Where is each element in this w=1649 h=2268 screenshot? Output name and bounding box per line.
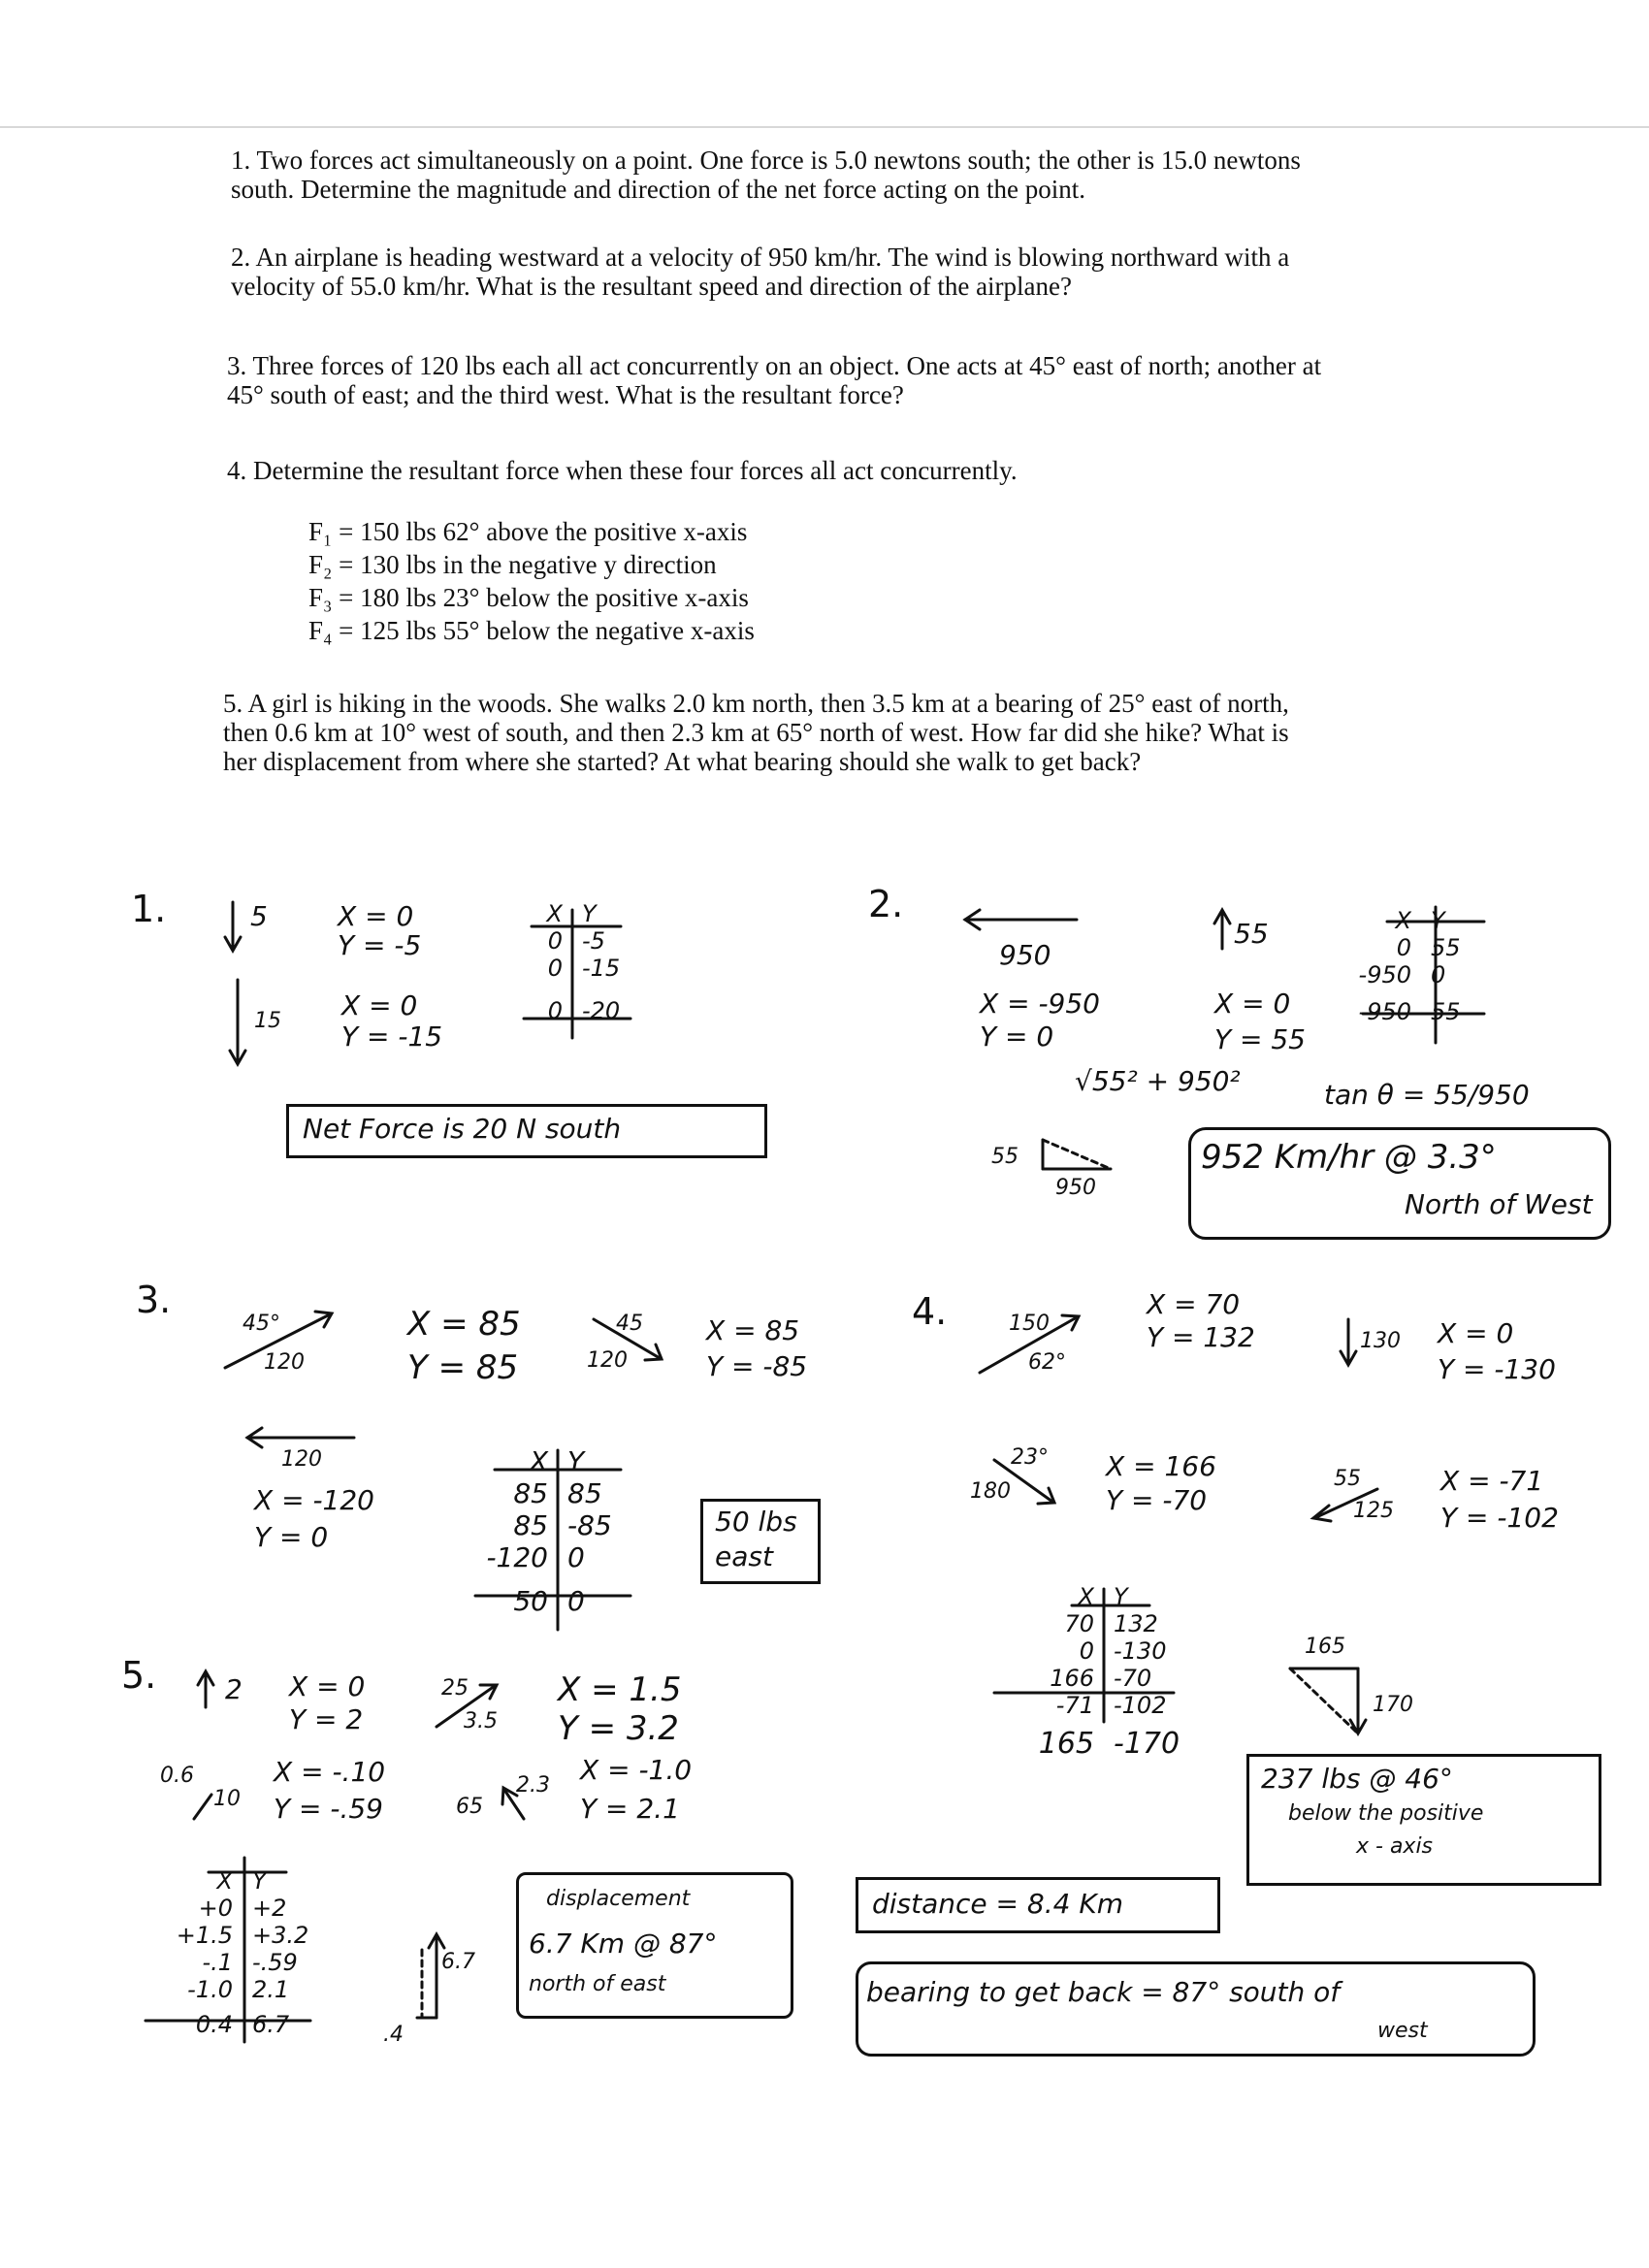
table-total: 50 0 bbox=[513, 1585, 585, 1617]
s5-displacement-box bbox=[516, 1872, 793, 2019]
s4-f1-angle: 62° bbox=[1028, 1350, 1066, 1375]
s5-v4-x: X = -1.0 bbox=[580, 1754, 693, 1786]
s3-a1: 45° bbox=[242, 1312, 280, 1336]
s4-f1: 150 bbox=[1009, 1312, 1050, 1336]
force-f2: F₂ = 130 lbs in the negative y direction bbox=[308, 550, 717, 579]
s4-f3-x: X = 166 bbox=[1106, 1450, 1216, 1482]
s5-bearing-1: bearing to get back = 87° south of bbox=[866, 1976, 1341, 2008]
table-row: -.1 -.59 bbox=[202, 1949, 298, 1976]
table-row: 166 -70 bbox=[1050, 1665, 1152, 1692]
s1-number: 1. bbox=[131, 888, 167, 930]
table-header: X Y bbox=[529, 1445, 585, 1477]
s5-v3-x: X = -.10 bbox=[274, 1756, 386, 1788]
s2-tri-b: 950 bbox=[1055, 1176, 1096, 1200]
s2-answer-1: 952 Km/hr @ 3.3° bbox=[1201, 1138, 1497, 1177]
s5-v1-y: Y = 2 bbox=[289, 1703, 364, 1735]
s3-y2: Y = -85 bbox=[706, 1350, 808, 1382]
s2-xy-table bbox=[1353, 907, 1461, 1025]
s2-tan: tan θ = 55/950 bbox=[1324, 1079, 1530, 1111]
s4-f4: 125 bbox=[1353, 1499, 1394, 1523]
s5-v1-x: X = 0 bbox=[289, 1670, 366, 1702]
s3-xy-table bbox=[475, 1445, 612, 1617]
table-row: +1.5 +3.2 bbox=[176, 1922, 309, 1949]
table-row: 0 -15 bbox=[547, 955, 621, 982]
s5-v4-angle: 65 bbox=[456, 1795, 483, 1819]
s3-answer-2: east bbox=[715, 1540, 773, 1572]
s2-sqrt: √55² + 950² bbox=[1075, 1065, 1241, 1097]
s5-bearing-2: west bbox=[1377, 2019, 1428, 2043]
s5-v4-label: 2.3 bbox=[516, 1773, 550, 1798]
s5-v3-y: Y = -.59 bbox=[274, 1793, 383, 1825]
problem-3-line-2: 45° south of east; and the third west. What is the resultant force? bbox=[227, 380, 904, 409]
s2-number: 2. bbox=[868, 883, 904, 925]
s3-answer-1: 50 lbs bbox=[715, 1506, 797, 1538]
s1-v1-x: X = 0 bbox=[338, 900, 414, 932]
s5-tri-b: .4 bbox=[383, 2023, 404, 2047]
force-f3: F₃ = 180 lbs 23° below the positive x-axis bbox=[308, 583, 749, 612]
s1-v2-y: Y = -15 bbox=[341, 1021, 443, 1053]
table-header: X Y bbox=[1395, 907, 1445, 934]
s2-v1-label: 950 bbox=[999, 939, 1051, 971]
s4-f4-y: Y = -102 bbox=[1440, 1502, 1559, 1534]
s4-f3-y: Y = -70 bbox=[1106, 1484, 1208, 1516]
table-total: 0.4 6.7 bbox=[195, 2011, 290, 2038]
s5-v2-x: X = 1.5 bbox=[558, 1670, 682, 1709]
problem-5-line-1: 5. A girl is hiking in the woods. She walks 2.0 km north, then 3.5 km at a bearing of 25° east of north, bbox=[223, 689, 1289, 718]
s4-f3: 180 bbox=[970, 1479, 1011, 1504]
s5-tri-a: 6.7 bbox=[441, 1950, 475, 1974]
problem-4-line: 4. Determine the resultant force when these four forces all act concurrently. bbox=[227, 456, 1018, 485]
s5-displacement-2: 6.7 Km @ 87° bbox=[529, 1928, 718, 1960]
s5-v2-y: Y = 3.2 bbox=[558, 1709, 679, 1748]
s1-xy-table bbox=[504, 900, 620, 1024]
problem-1-line-1: 1. Two forces act simultaneously on a point. One force is 5.0 newtons south; the other is 15.0 newtons bbox=[231, 146, 1301, 175]
s5-distance: distance = 8.4 Km bbox=[872, 1888, 1123, 1920]
s4-tri-a: 165 bbox=[1305, 1635, 1345, 1659]
s4-answer-3: x - axis bbox=[1356, 1834, 1434, 1859]
table-total: 0 -20 bbox=[547, 997, 621, 1024]
problem-2-line-2: velocity of 55.0 km/hr. What is the resultant speed and direction of the airplane? bbox=[231, 272, 1072, 301]
problem-2-line-1: 2. An airplane is heading westward at a velocity of 950 km/hr. The wind is blowing northward with a bbox=[231, 243, 1290, 272]
s3-m2: 120 bbox=[587, 1348, 628, 1373]
s4-answer-2: below the positive bbox=[1288, 1801, 1484, 1826]
s2-v2-y: Y = 55 bbox=[1214, 1023, 1306, 1055]
s3-number: 3. bbox=[136, 1279, 172, 1321]
s4-f1-y: Y = 132 bbox=[1147, 1321, 1255, 1353]
s5-distance-box bbox=[856, 1877, 1220, 1933]
s2-v2-x: X = 0 bbox=[1214, 988, 1291, 1020]
s4-number: 4. bbox=[912, 1290, 948, 1333]
s5-bearing-box bbox=[856, 1961, 1536, 2057]
s3-x2: X = 85 bbox=[706, 1314, 800, 1346]
problem-1-line-2: south. Determine the magnitude and direction of the net force acting on the point. bbox=[231, 175, 1085, 204]
s5-number: 5. bbox=[121, 1654, 157, 1697]
table-row: -1.0 2.1 bbox=[187, 1976, 290, 2003]
s3-y3: Y = 0 bbox=[254, 1521, 329, 1553]
table-row: -71 -102 bbox=[1055, 1692, 1167, 1719]
s5-displacement-3: north of east bbox=[529, 1972, 666, 1996]
force-f1: F₁ = 150 lbs 62° above the positive x-axis bbox=[308, 517, 748, 546]
s5-v2-angle: 25 bbox=[441, 1676, 469, 1701]
s4-f3-angle: 23° bbox=[1011, 1445, 1049, 1470]
s2-v2-label: 55 bbox=[1234, 918, 1269, 950]
s3-m1: 120 bbox=[264, 1350, 305, 1375]
s2-v1-x: X = -950 bbox=[980, 988, 1100, 1020]
table-total: 165 -170 bbox=[1038, 1727, 1180, 1761]
s4-f2-y: Y = -130 bbox=[1438, 1353, 1556, 1385]
problem-5-line-2: then 0.6 km at 10° west of south, and then 2.3 km at 65° north of west. How far did she hike? What is bbox=[223, 718, 1289, 747]
s4-f2-x: X = 0 bbox=[1438, 1317, 1514, 1349]
s2-v1-y: Y = 0 bbox=[980, 1021, 1054, 1053]
table-header: X Y bbox=[1078, 1583, 1128, 1610]
s5-v2-label: 3.5 bbox=[464, 1709, 498, 1733]
table-header: X Y bbox=[546, 900, 597, 927]
s1-answer-box bbox=[286, 1104, 767, 1158]
table-row: 0 -5 bbox=[547, 927, 605, 955]
s1-v2-label: 15 bbox=[254, 1009, 281, 1033]
s1-answer: Net Force is 20 N south bbox=[303, 1113, 622, 1145]
s4-xy-table bbox=[1017, 1583, 1180, 1761]
s2-answer-2: North of West bbox=[1405, 1188, 1593, 1220]
s4-answer-box bbox=[1246, 1754, 1601, 1886]
table-row: -120 0 bbox=[486, 1541, 585, 1573]
s1-v2-x: X = 0 bbox=[341, 989, 418, 1021]
s4-f1-x: X = 70 bbox=[1147, 1288, 1241, 1320]
force-f4: F₄ = 125 lbs 55° below the negative x-axis bbox=[308, 616, 755, 645]
s1-v1-y: Y = -5 bbox=[338, 929, 422, 961]
s5-v4-y: Y = 2.1 bbox=[580, 1793, 680, 1825]
s2-answer-box bbox=[1188, 1127, 1611, 1240]
s4-f4-angle: 55 bbox=[1334, 1467, 1361, 1491]
s4-tri-b: 170 bbox=[1373, 1693, 1413, 1717]
table-row: -950 0 bbox=[1358, 961, 1446, 988]
s3-answer-box bbox=[700, 1499, 821, 1584]
s4-f4-x: X = -71 bbox=[1440, 1465, 1544, 1497]
s3-x3: X = -120 bbox=[254, 1484, 374, 1516]
table-row: 0 -130 bbox=[1079, 1637, 1167, 1665]
s5-v1-label: 2 bbox=[225, 1673, 242, 1705]
scan-edge-line bbox=[0, 126, 1649, 128]
s3-x1: X = 85 bbox=[407, 1305, 521, 1344]
s3-m3: 120 bbox=[281, 1447, 322, 1472]
table-row: 0 55 bbox=[1396, 934, 1461, 961]
table-row: 70 132 bbox=[1064, 1610, 1158, 1637]
table-row: +0 +2 bbox=[198, 1895, 287, 1922]
s3-a2: 45 bbox=[616, 1312, 643, 1336]
s5-displacement-1: displacement bbox=[546, 1887, 691, 1911]
table-total: -950 55 bbox=[1358, 998, 1461, 1025]
table-header: X Y bbox=[216, 1867, 267, 1895]
s4-answer-1: 237 lbs @ 46° bbox=[1261, 1763, 1453, 1795]
table-row: 85 85 bbox=[513, 1477, 602, 1509]
table-row: 85 -85 bbox=[513, 1509, 612, 1541]
s5-v3-angle: 10 bbox=[213, 1787, 241, 1811]
problem-5-line-3: her displacement from where she started? At what bearing should she walk to get back? bbox=[223, 747, 1142, 776]
s1-v1-label: 5 bbox=[250, 900, 268, 932]
s2-tri-a: 55 bbox=[991, 1145, 1018, 1169]
problem-3-line-1: 3. Three forces of 120 lbs each all act concurrently on an object. One acts at 45° east of north; another at bbox=[227, 351, 1322, 380]
s5-xy-table bbox=[155, 1867, 308, 2038]
s5-v3-label: 0.6 bbox=[160, 1764, 194, 1788]
s4-f2: 130 bbox=[1360, 1329, 1401, 1353]
s3-y1: Y = 85 bbox=[407, 1348, 519, 1387]
